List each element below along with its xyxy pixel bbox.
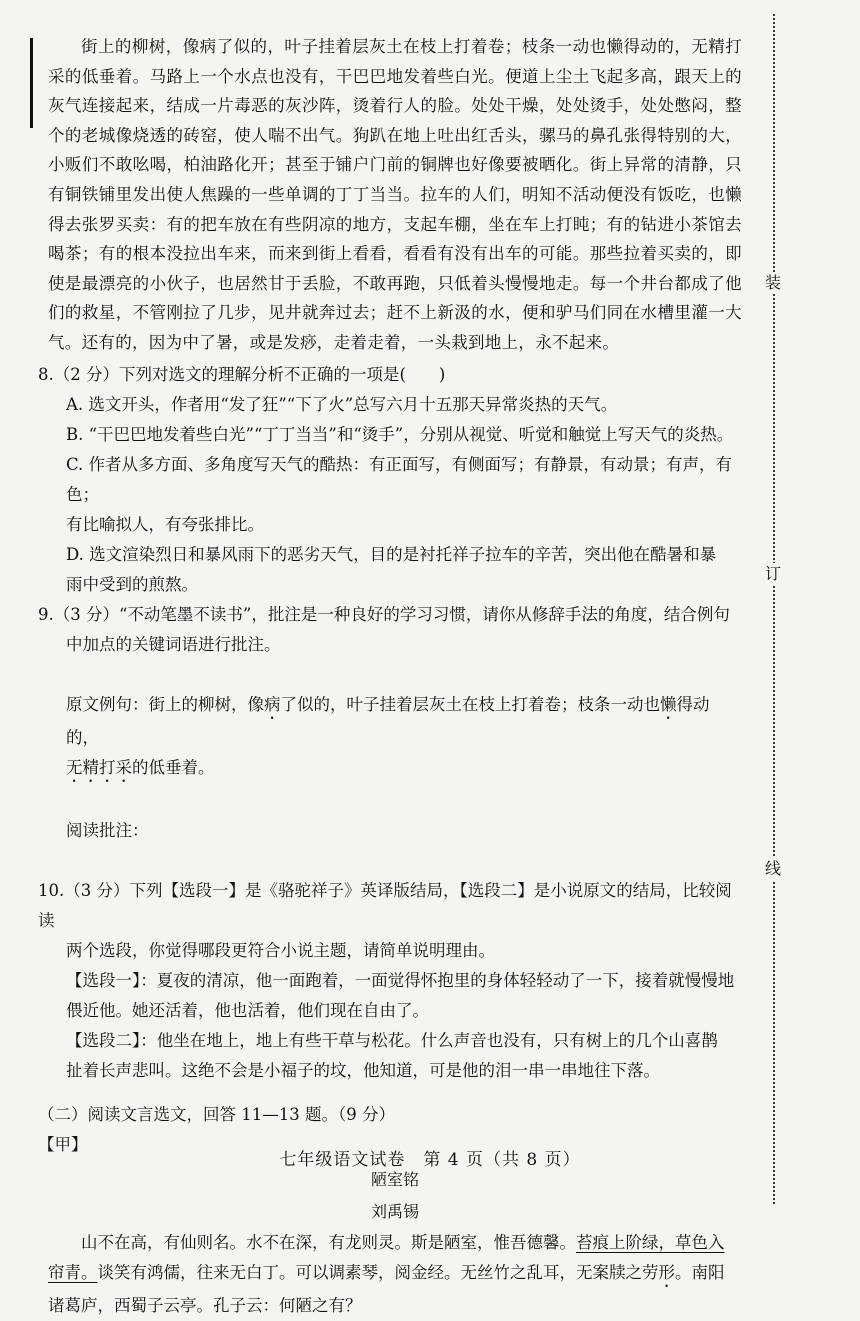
poem-line-1: 山不在高，有仙则名。水不在深，有龙则灵。斯是陋室，惟吾德馨。苔痕上阶绿，草色入 (81, 1232, 725, 1252)
poem-line-2: 帘青。谈笑有鸿儒，往来无白丁。可以调素琴，阅金经。无丝竹之乱耳，无案牍之劳形。南阳 (48, 1262, 725, 1282)
binding-label-xian: 线 (762, 858, 784, 880)
dotted-word: 无精打采 (66, 757, 132, 777)
content (38, 32, 742, 1321)
q9-stem: 9.（3 分）“不动笔墨不读书”，批注是一种良好的学习习惯，请你从修辞手法的角度，结合例句 (38, 604, 730, 624)
q8-option-a: A. 选文开头，作者用“发了狂”“下了火”总写六月十五那天异常炎热的天气。 (66, 394, 618, 414)
poem-author: 刘禹锡 (370, 1201, 419, 1221)
q10-stem-cont: 两个选段，你觉得哪段更符合小说主题，请简单说明理由。 (66, 940, 495, 960)
q8-stem: 8.（2 分）下列对选文的理解分析不正确的一项是( ) (38, 364, 446, 384)
q8-option-c-cont: 有比喻拟人，有夸张排比。 (66, 514, 264, 534)
q8-option-d: D. 选文渲染烈日和暴风雨下的恶劣天气，目的是衬托祥子拉车的辛苦，突出他在酷暑和暴 (66, 544, 717, 564)
section-heading: （二）阅读文言选文，回答 11—13 题。（9 分） (38, 1104, 395, 1124)
page-footer: 七年级语文试卷 第 4 页（共 8 页） (279, 1150, 581, 1170)
q10-excerpt-1: 【选段一】：夏夜的清凉，他一面跑着，一面觉得怀抱里的身体轻轻动了一下，接着就慢慢地 (66, 970, 735, 990)
question-10 (38, 876, 742, 1100)
section-classical (38, 1100, 742, 1321)
q8-option-b: B. “干巴巴地发着些白光”“丁丁当当”和“烫手”，分别从视觉、听觉和触觉上写天气的炎热。 (66, 424, 734, 444)
underlined-sentence-cont: 帘青。 (48, 1262, 98, 1282)
poem-line-3: 诸葛庐，西蜀子云亭。孔子云：何陋之有？ (48, 1295, 362, 1315)
q9-example-cont: 无精打采的低垂着。 (66, 757, 215, 777)
q10-excerpt-2: 【选段二】：他坐在地上，地上有些干草与松花。什么声音也没有，只有树上的几个山喜鹊 (66, 1030, 718, 1050)
binding-label-zhuang: 装 (762, 272, 784, 294)
question-8 (38, 360, 742, 600)
q9-stem-cont: 中加点的关键词语进行批注。 (66, 634, 281, 654)
margin-bar (30, 38, 33, 128)
reading-passage: 街上的柳树，像病了似的，叶子挂着层灰土在枝上打着卷；枝条一动也懒得动的，无精打采的低垂着。马路上一个水点也没有，干巴巴地发着些白光。便道上尘土飞起多高，跟天上的灰气连接起来，结成一片毒恶的灰沙阵，烫着行人的脸。处处干燥，处处烫手，处处憋闷，整个的老城像烧透的砖窑，使人喘不出气。狗趴在地上吐出红舌头，骡马的鼻孔张得特别的大，小贩们不敢吆喝，柏油路化开；甚至于铺户门前的铜牌也好像要被晒化。街上异常的清静，只有铜铁铺里发出使人焦躁的一些单调的丁丁当当。拉车的人们，明知不活动便没有饭吃，也懒得去张罗买卖：有的把车放在有些阴凉的地方，支起车棚，坐在车上打盹；有的钻进小茶馆去喝茶；有的根本没拉出车来，而来到街上看看，看看有没有出车的可能。那些拉着买卖的，即使是最漂亮的小伙子，也居然甘于丢脸，不敢再跑，只低着头慢慢地走。每一个井台都成了他们的救星，不管刚拉了几步，见井就奔过去；赶不上新汲的水，便和驴马们同在水槽里灌一大气。还有的，因为中了暑，或是发痧，走着走着，一头栽到地上，永不起来。 (48, 37, 742, 352)
question-9 (38, 600, 742, 876)
dotted-word: 病 (264, 694, 281, 714)
q10-stem: 10.（3 分）下列【选段一】是《骆驼祥子》英译版结局，【选段二】是小说原文的结局，比较阅读 (38, 880, 732, 930)
binding-line (773, 14, 775, 1204)
q8-option-d-cont: 雨中受到的煎熬。 (66, 574, 198, 594)
q9-example: 原文例句：街上的柳树，像病了似的，叶子挂着层灰土在枝上打着卷；枝条一动也懒得动的， (66, 694, 710, 747)
q10-excerpt-1-cont: 偎近他。她还活着，他也活着，他们现在自由了。 (66, 1000, 429, 1020)
q8-option-c: C. 作者从多方面、多角度写天气的酷热：有正面写，有侧面写；有静景，有动景；有声，有色； (66, 454, 733, 504)
underlined-sentence: 苔痕上阶绿，草色入 (576, 1232, 725, 1252)
text-label-jia: 【甲】 (38, 1134, 88, 1154)
q10-excerpt-2-cont: 扯着长声悲叫。这绝不会是小福子的坟，他知道，可是他的泪一串一串地往下落。 (66, 1060, 660, 1080)
poem-title: 陋室铭 (370, 1169, 419, 1189)
binding-label-ding: 订 (762, 563, 784, 585)
dotted-word: 懒 (660, 694, 677, 714)
dotted-word: 形 (658, 1262, 675, 1282)
q9-answer-label: 阅读批注： (66, 820, 149, 840)
